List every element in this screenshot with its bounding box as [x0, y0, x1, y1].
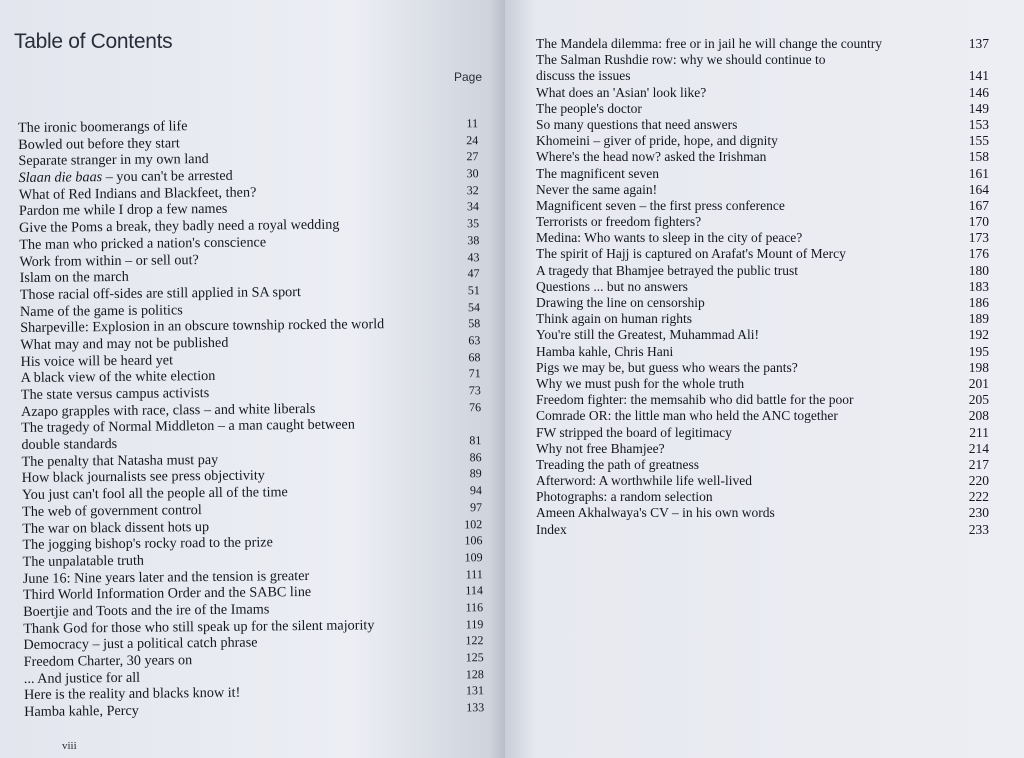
toc-entry [536, 68, 989, 84]
toc-entry-page: 102 [464, 516, 483, 531]
toc-entry-page: 176 [968, 246, 989, 262]
toc-entry [536, 425, 989, 441]
toc-entry-page: 109 [464, 550, 483, 565]
toc-entry-title: Questions ... but no answers [536, 278, 688, 294]
right-toc-list [536, 36, 989, 538]
toc-entry-page: 68 [468, 349, 481, 364]
toc-entry-title: Here is the reality and blacks know it! [23, 685, 241, 704]
toc-entry-page: 111 [465, 566, 483, 581]
toc-entry-page: 195 [968, 343, 989, 359]
toc-entry-title: Bowled out before they start [18, 134, 180, 153]
toc-entry-title: Name of the game is politics [19, 301, 183, 320]
toc-entry-page: 106 [464, 533, 483, 548]
toc-entry-page: 208 [968, 408, 989, 424]
toc-entry-page: 51 [467, 283, 480, 298]
toc-entry [536, 101, 989, 117]
toc-entry-page: 63 [468, 333, 481, 348]
toc-entry-page: 161 [968, 165, 989, 181]
toc-entry-page: 71 [468, 366, 481, 381]
toc-entry-title: Afterword: A worthwhile life well-lived [536, 473, 752, 489]
toc-entry-title: ... And justice for all [23, 669, 141, 687]
toc-entry-page: 183 [968, 278, 989, 294]
toc-entry-page: 189 [968, 311, 989, 327]
toc-entry-title: The man who pricked a nation's conscience [19, 234, 267, 253]
toc-entry [536, 441, 989, 457]
toc-entry-page: 167 [968, 197, 989, 213]
toc-entry [536, 522, 989, 538]
toc-entry-page: 119 [465, 616, 484, 631]
toc-entry-title: The spirit of Hajj is captured on Arafat's Mount of Mercy [536, 246, 846, 262]
toc-entry-page: 131 [465, 683, 485, 698]
toc-entry-title: Why not free Bhamjee? [536, 440, 665, 456]
toc-entry-title: Work from within – or sell out? [19, 251, 199, 270]
toc-entry-page: 24 [466, 132, 479, 147]
toc-entry-page: 201 [968, 375, 989, 391]
toc-entry-title: Think again on human rights [536, 311, 692, 327]
toc-entry-title: Medina: Who wants to sleep in the city of peace? [536, 230, 803, 246]
toc-entry [536, 52, 989, 68]
toc-entry-page: 125 [465, 650, 484, 665]
toc-entry-page: 214 [968, 440, 989, 456]
toc-entry-title: Pardon me while I drop a few names [18, 201, 228, 220]
toc-entry-page: 76 [468, 399, 482, 414]
toc-entry-page: 186 [968, 295, 989, 310]
toc-entry-title: Where's the head now? asked the Irishman [536, 149, 767, 165]
toc-entry-title: Give the Poms a break, they badly need a royal wedding [19, 216, 340, 237]
toc-entry-title: Freedom Charter, 30 years on [23, 652, 193, 670]
toc-entry-title: double standards [21, 436, 118, 454]
right-page [505, 0, 1024, 758]
toc-entry [536, 198, 989, 214]
toc-entry-page: 198 [968, 359, 989, 375]
toc-entry-page: 173 [968, 230, 989, 246]
toc-entry [536, 36, 989, 52]
toc-entry [536, 376, 989, 392]
toc-entry [536, 327, 989, 343]
toc-entry-title: The magnificent seven [536, 165, 659, 181]
toc-entry-title: The people's doctor [536, 100, 642, 116]
toc-entry-title: A black view of the white election [20, 368, 216, 387]
toc-entry-title: His voice will be heard yet [20, 352, 174, 370]
toc-entry-title: You just can't fool all the people all of the time [21, 484, 288, 504]
toc-entry [536, 117, 989, 133]
toc-entry-page: 94 [469, 483, 482, 498]
toc-entry [536, 311, 989, 327]
toc-entry-title: Magnificent seven – the first press conference [536, 197, 785, 213]
toc-entry-title: Why we must push for the whole truth [536, 375, 745, 391]
toc-entry-title: Index [536, 521, 567, 537]
toc-entry-page: 220 [968, 473, 989, 489]
toc-entry-title: What of Red Indians and Blackfeet, then? [18, 184, 257, 203]
toc-entry-title: Treading the path of greatness [536, 456, 699, 472]
toc-entry [536, 85, 989, 101]
toc-entry [536, 457, 989, 473]
toc-entry-page: 32 [466, 182, 479, 198]
toc-entry-page: 43 [467, 249, 480, 264]
toc-entry-title: Boertjie and Toots and the ire of the Imams [23, 601, 270, 620]
toc-entry [536, 214, 989, 230]
toc-entry-title: Third World Information Order and the SABC line [22, 584, 312, 604]
toc-entry-title: Hamba kahle, Percy [24, 702, 139, 721]
toc-entry-page: 155 [968, 133, 989, 149]
toc-entry-title: Ameen Akhalwaya's CV – in his own words [536, 505, 775, 521]
toc-entry-page: 141 [968, 68, 989, 84]
toc-entry-page: 205 [968, 392, 989, 408]
toc-entry-page: 58 [468, 316, 481, 331]
toc-entry-title: The ironic boomerangs of life [18, 118, 188, 136]
toc-entry-page: 97 [470, 499, 483, 515]
toc-entry-title: The web of government control [22, 501, 202, 520]
toc-entry-page: 116 [465, 600, 484, 615]
left-page [0, 0, 505, 758]
toc-entry-title: Photographs: a random selection [536, 489, 713, 505]
toc-entry-title: Those racial off-sides are still applied in SA sport [19, 283, 301, 303]
toc-entry-title: Sharpeville: Explosion in an obscure township rocked the world [20, 316, 385, 337]
toc-title: Table of Contents [14, 30, 173, 53]
toc-entry-page: 149 [968, 100, 989, 116]
toc-entry-page: 146 [968, 84, 989, 100]
toc-entry-title: Islam on the march [19, 269, 129, 287]
toc-entry-title: The Mandela dilemma: free or in jail he will change the country [536, 36, 882, 51]
toc-entry-title: The tragedy of Normal Middleton – a man caught between [21, 416, 355, 437]
toc-entry-page: 222 [968, 489, 989, 505]
toc-entry-title: Drawing the line on censorship [536, 295, 705, 310]
toc-entry-page: 34 [466, 199, 480, 214]
toc-entry-page: 89 [469, 466, 482, 481]
toc-entry [536, 408, 989, 424]
toc-entry [536, 133, 989, 149]
toc-entry [536, 295, 989, 311]
toc-entry-title: Azapo grapples with race, class – and white liberals [20, 400, 316, 420]
toc-entry-title: You're still the Greatest, Muhammad Ali! [536, 327, 760, 343]
toc-entry-page: 211 [969, 424, 989, 440]
toc-entry-page: 54 [467, 299, 481, 314]
toc-entry-page: 217 [968, 456, 989, 472]
toc-entry-page: 86 [469, 449, 482, 465]
toc-entry-title: Thank God for those who still speak up for the silent majority [23, 616, 375, 637]
toc-entry [536, 149, 989, 165]
toc-entry-page: 47 [467, 266, 480, 281]
toc-entry-title-italic: Slaan die baas [18, 169, 103, 187]
toc-entry-title: Democracy – just a political catch phrase [23, 634, 258, 654]
toc-entry-title: FW stripped the board of legitimacy [536, 424, 732, 440]
toc-entry-title: A tragedy that Bhamjee betrayed the public trust [536, 262, 799, 278]
toc-entry [536, 246, 989, 262]
toc-entry-title: The state versus campus activists [20, 385, 210, 403]
toc-entry-page: 35 [467, 216, 480, 231]
toc-entry [536, 489, 989, 505]
toc-entry-page: 137 [968, 36, 989, 51]
toc-entry-title: Freedom fighter: the memsahib who did battle for the poor [536, 392, 854, 408]
toc-entry-page: 11 [466, 116, 479, 131]
toc-entry-page: 164 [968, 181, 989, 197]
toc-entry-title: Terrorists or freedom fighters? [536, 214, 702, 230]
toc-entry [536, 473, 989, 489]
toc-entry-title: What may and may not be published [20, 334, 229, 353]
toc-entry-title: The Salman Rushdie row: why we should continue to [536, 52, 826, 68]
toc-entry-page: 153 [968, 116, 989, 132]
toc-entry [536, 230, 989, 246]
toc-entry-page: 158 [968, 149, 989, 165]
toc-entry [536, 360, 989, 376]
toc-entry-title: Hamba kahle, Chris Hani [536, 343, 674, 359]
toc-entry [536, 182, 989, 198]
toc-entry-title-rest: – you can't be arrested [102, 167, 233, 186]
toc-entry-page: 38 [467, 232, 480, 248]
folio-number: viii [62, 740, 77, 752]
toc-entry-page: 30 [466, 166, 479, 181]
toc-entry-title: Pigs we may be, but guess who wears the pants? [536, 359, 798, 375]
toc-entry [536, 392, 989, 408]
toc-entry-page: 114 [465, 583, 484, 598]
toc-entry-page: 81 [469, 433, 482, 448]
toc-entry-page: 233 [968, 521, 989, 537]
toc-entry-page: 128 [465, 666, 484, 682]
toc-entry-page: 27 [466, 149, 479, 164]
toc-entry-page: 180 [968, 262, 989, 278]
toc-entry-title: June 16: Nine years later and the tension is greater [22, 567, 310, 587]
toc-entry-title: discuss the issues [536, 68, 631, 84]
toc-entry [536, 505, 989, 521]
page-column-header: Page [454, 70, 483, 84]
toc-entry-title: Separate stranger in my own land [18, 151, 209, 170]
toc-entry [536, 263, 989, 279]
toc-entry-page: 192 [968, 327, 989, 343]
toc-entry-page: 122 [465, 633, 484, 648]
toc-entry-title: How black journalists see press objectivity [21, 467, 265, 487]
toc-entry-title: The penalty that Natasha must pay [21, 451, 219, 470]
toc-entry-title: Comrade OR: the little man who held the ANC together [536, 408, 838, 424]
toc-entry [536, 344, 989, 360]
toc-entry-title: Khomeini – giver of pride, hope, and dignity [536, 133, 778, 149]
toc-entry [536, 279, 989, 295]
toc-entry-title: What does an 'Asian' look like? [536, 84, 707, 100]
toc-entry-title: The war on black dissent hots up [22, 518, 210, 537]
toc-entry-page: 133 [466, 700, 485, 715]
left-toc-list [18, 115, 504, 721]
toc-entry-page: 230 [968, 505, 989, 521]
toc-entry-page: 170 [968, 214, 989, 230]
toc-entry-title: The unpalatable truth [22, 552, 145, 570]
toc-entry-page: 73 [468, 383, 481, 398]
toc-entry [536, 166, 989, 182]
toc-entry-title: The jogging bishop's rocky road to the prize [22, 534, 273, 554]
toc-entry-title: So many questions that need answers [536, 116, 738, 132]
toc-entry-title: Never the same again! [536, 181, 658, 197]
